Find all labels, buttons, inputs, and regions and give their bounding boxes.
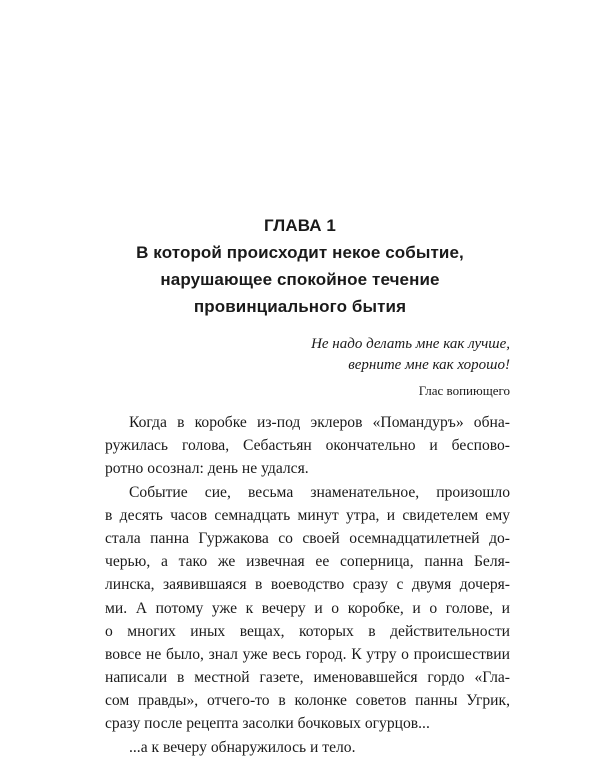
text-line: ружилась голова, Себастьян окончательно и беспово- bbox=[105, 437, 510, 455]
text-line: ми. А потому уже к вечеру и о коробке, и о голове, и bbox=[105, 599, 510, 617]
epigraph-line: верните мне как хорошо! bbox=[348, 357, 510, 373]
text-line: черью, а тако же извечная ее соперница, панна Беля- bbox=[105, 553, 510, 571]
chapter-heading bbox=[0, 212, 600, 320]
text-line: в десять часов семнадцать минут утра, и свидетелем ему bbox=[105, 506, 510, 524]
epigraph-source: Глас вопиющего bbox=[418, 383, 510, 398]
chapter-title-line: провинциального бытия bbox=[193, 297, 407, 316]
text-line: ротно осознал: день не удался. bbox=[105, 460, 309, 478]
chapter-title-line: В которой происходит некое событие, bbox=[136, 243, 464, 262]
text-line: линска, заявившаяся в воеводство сразу с двумя дочеря- bbox=[105, 576, 510, 594]
chapter-title-line: нарушающее спокойное течение bbox=[160, 270, 440, 289]
text-line: сразу после рецепта засолки бочковых огурцов... bbox=[105, 715, 430, 733]
text-line: сом правды», отчего-то в колонке советов панны Угрик, bbox=[105, 692, 510, 710]
epigraph-line: Не надо делать мне как лучше, bbox=[311, 336, 510, 352]
text-line: Событие сие, весьма знаменательное, произошло bbox=[129, 483, 510, 501]
text-line: написали в местной газете, именовавшейся гордо «Гла- bbox=[105, 669, 510, 687]
chapter-number: ГЛАВА 1 bbox=[263, 216, 336, 235]
text-line: стала панна Гуржакова со своей осемнадцатилетней до- bbox=[105, 529, 510, 547]
text-line: ...а к вечеру обнаружилось и тело. bbox=[129, 738, 356, 756]
text-line: о многих иных вещах, которых в действительности bbox=[105, 622, 510, 640]
text-line: вовсе не было, знал уже весь город. К утру о происшествии bbox=[105, 645, 510, 663]
body-text bbox=[105, 411, 510, 759]
text-line: Когда в коробке из-под эклеров «Помандуръ» обна- bbox=[129, 414, 510, 431]
epigraph bbox=[311, 334, 510, 376]
